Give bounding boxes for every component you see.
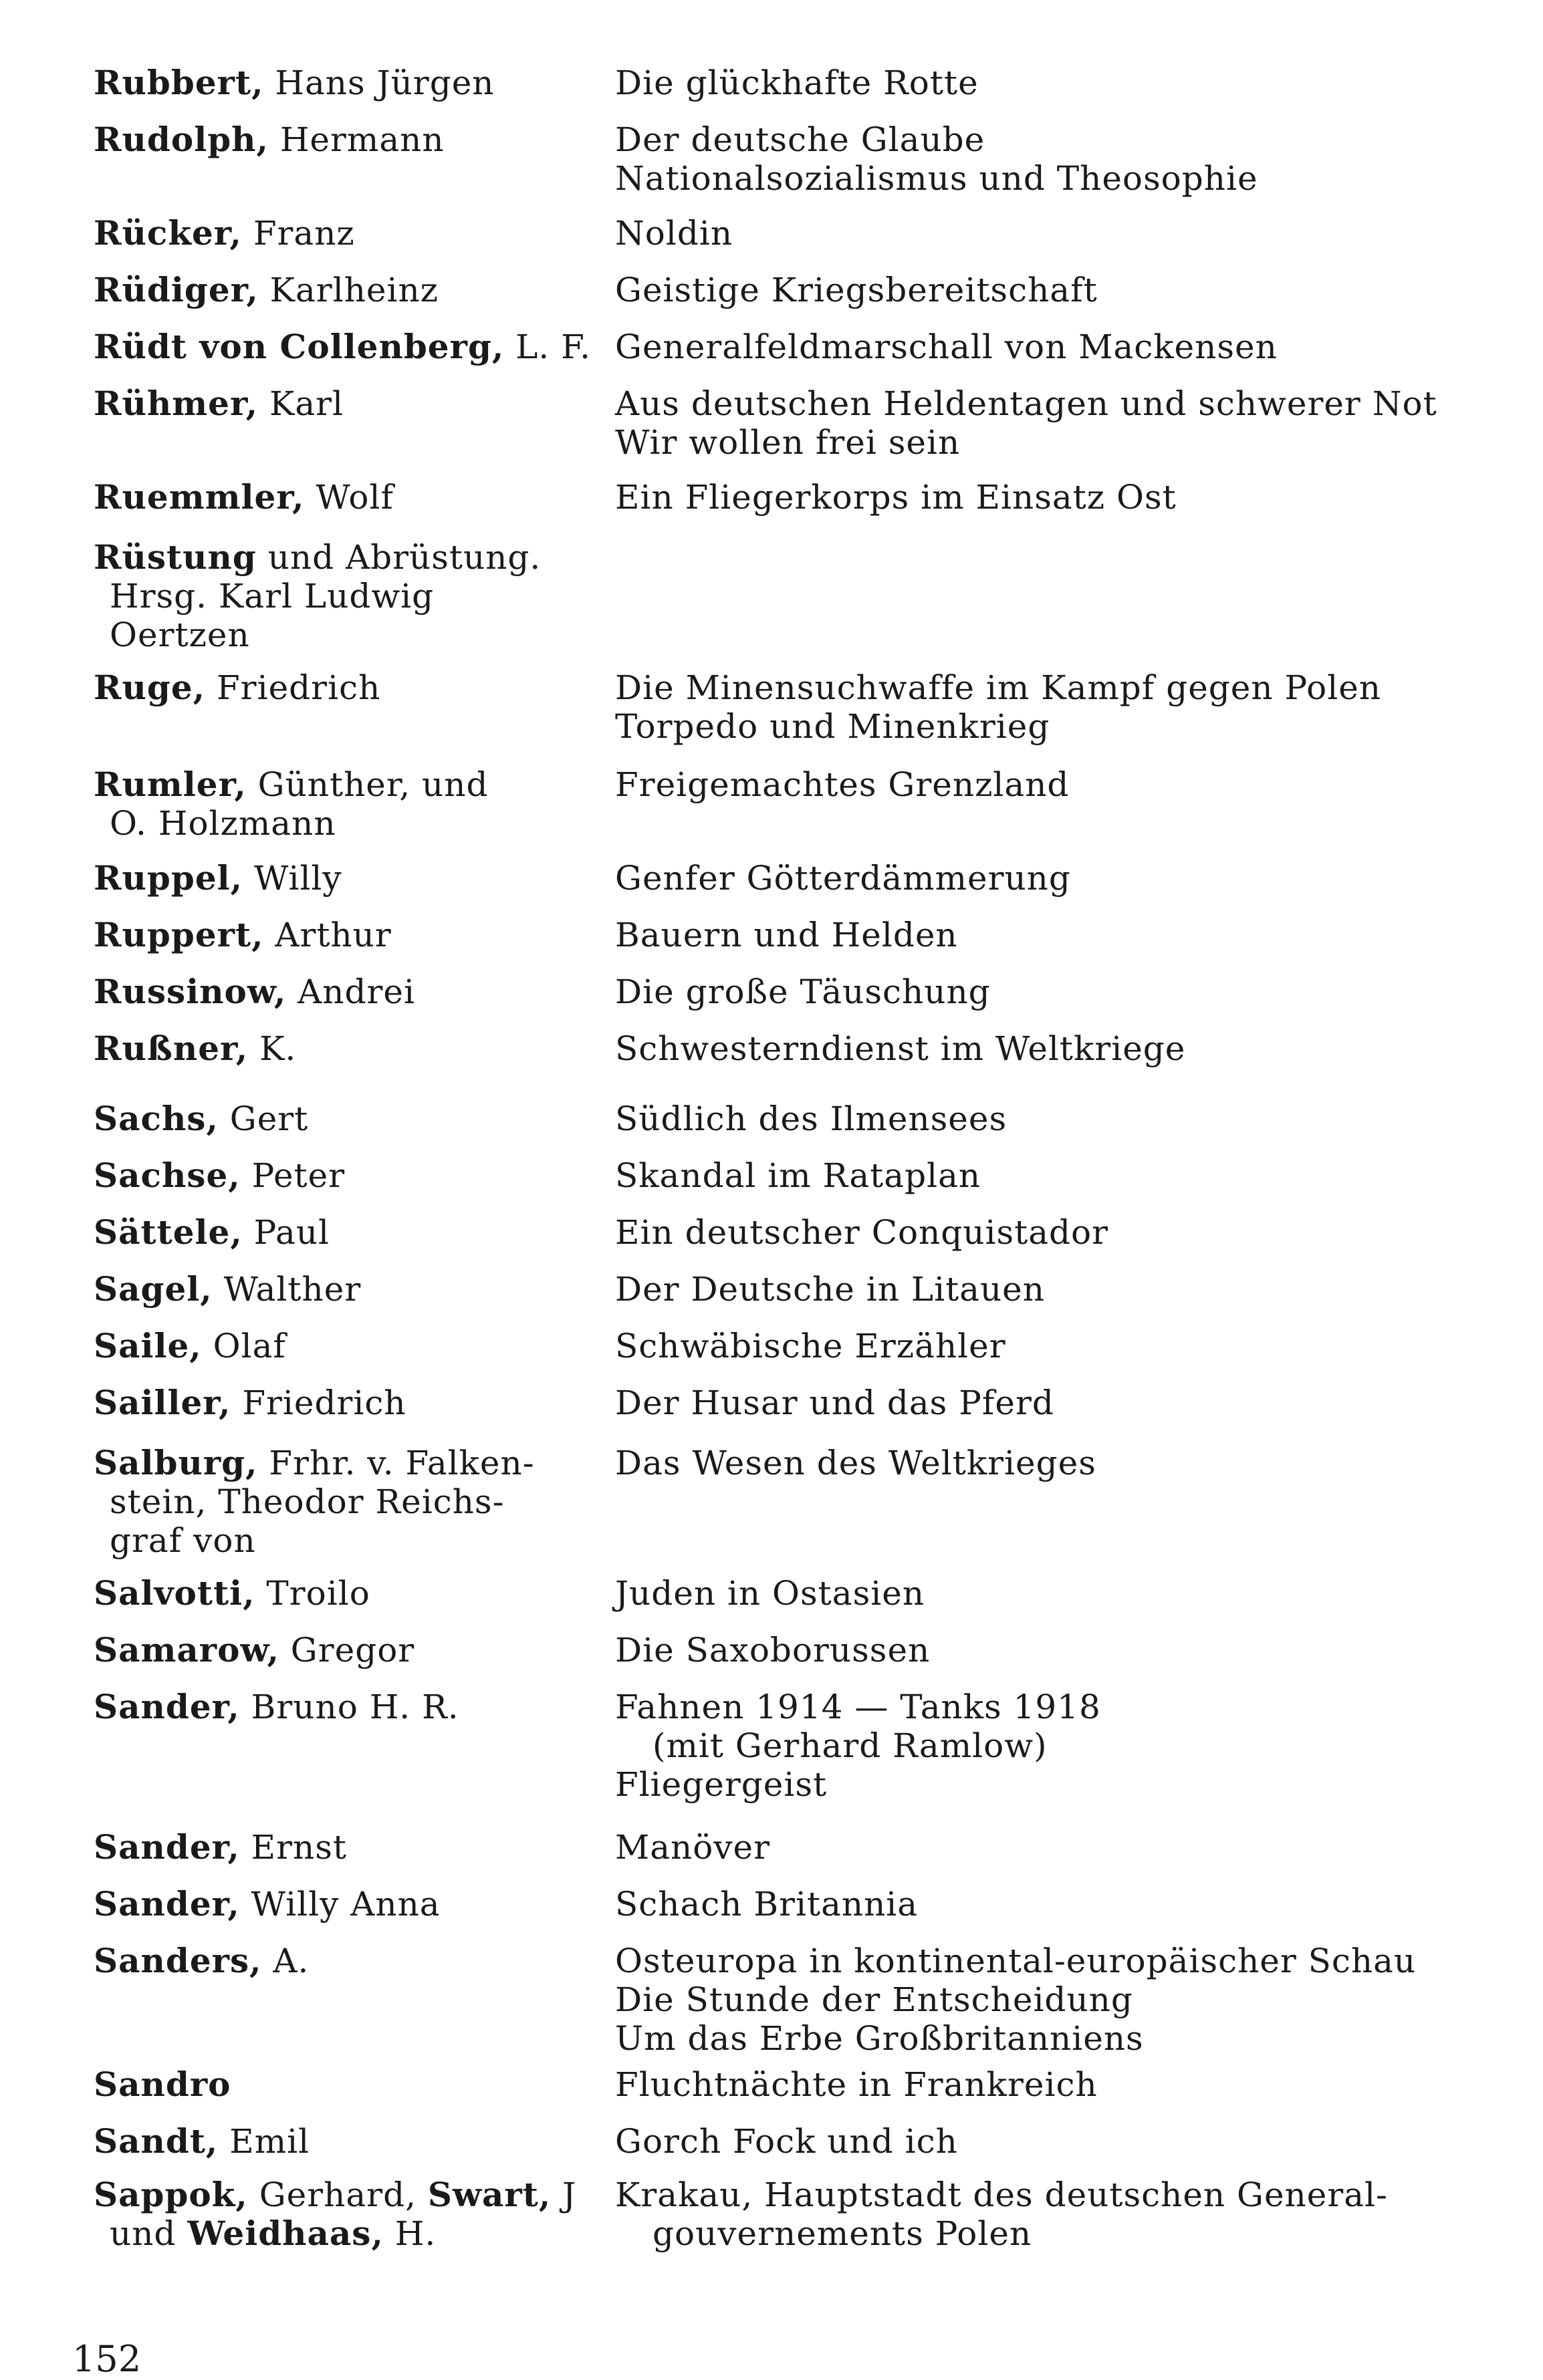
author-line: Sättele, Paul (94, 1212, 330, 1252)
entry-author (94, 916, 575, 954)
title-line: Noldin (615, 214, 733, 253)
author-line: Oertzen (110, 616, 250, 654)
entry-author (94, 1029, 575, 1068)
title-line: (mit Gerhard Ramlow) (652, 1726, 1048, 1765)
title-line: Um das Erbe Großbritanniens (615, 2019, 1144, 2058)
entry-titles (615, 916, 1531, 954)
entry-titles (615, 214, 1531, 253)
author-line: Rüdiger, Karlheinz (94, 270, 439, 309)
title-line: Generalfeldmarschall von Mackensen (615, 327, 1278, 366)
entry-titles (615, 384, 1531, 462)
title-line: Krakau, Hauptstadt des deutschen General- (615, 2175, 1388, 2214)
entry-author (94, 1631, 575, 1670)
title-line: Schach Britannia (615, 1885, 919, 1924)
title-line: Bauern und Helden (615, 916, 958, 954)
author-line: Sappok, Gerhard, Swart, J (94, 2175, 577, 2214)
author-line: O. Holzmann (110, 804, 336, 843)
title-line: Der Deutsche in Litauen (615, 1270, 1045, 1309)
author-line: Sandt, Emil (94, 2121, 310, 2161)
title-line: Südlich des Ilmensees (615, 1099, 1007, 1138)
entry-author (94, 478, 575, 517)
entry-titles (615, 1327, 1531, 1365)
entry-author (94, 1327, 575, 1365)
entry-author (94, 327, 591, 366)
entry-author (94, 1885, 575, 1924)
entry-author (94, 2122, 575, 2161)
entry-titles (615, 1942, 1531, 2058)
entry-titles (615, 1885, 1531, 1924)
author-line: Russinow, Andrei (94, 972, 415, 1011)
title-line: Geistige Kriegsbereitschaft (615, 271, 1098, 309)
entry-titles (615, 1631, 1531, 1670)
author-line: Rubbert, Hans Jürgen (94, 63, 495, 102)
author-line: Sandro (94, 2065, 231, 2104)
author-line: Sanders, A. (94, 1941, 310, 1980)
entry-author (94, 765, 575, 843)
entry-titles (615, 2175, 1531, 2253)
author-line: Sander, Bruno H. R. (94, 1687, 459, 1726)
title-line: Fliegergeist (615, 1765, 828, 1804)
entry-titles (615, 1029, 1531, 1068)
title-line: Die Saxoborussen (615, 1631, 931, 1670)
entry-author (94, 1213, 575, 1252)
author-line: Salvotti, Troilo (94, 1573, 370, 1613)
entry-author (94, 1444, 575, 1560)
author-line: Ruemmler, Wolf (94, 477, 394, 517)
entry-titles (615, 859, 1531, 898)
entry-titles (615, 765, 1531, 804)
entry-author (94, 668, 575, 707)
entry-author (94, 1270, 575, 1309)
entry-author (94, 1688, 575, 1726)
entry-author (94, 2065, 575, 2104)
title-line: Skandal im Rataplan (615, 1156, 981, 1195)
author-line: Saile, Olaf (94, 1326, 286, 1365)
entry-titles (615, 1383, 1531, 1422)
title-line: Schwäbische Erzähler (615, 1327, 1006, 1365)
title-line: Genfer Götterdämmerung (615, 859, 1071, 898)
entry-titles (615, 2065, 1531, 2104)
entry-author (94, 1099, 575, 1138)
entry-titles (615, 1270, 1531, 1309)
author-line: Sailler, Friedrich (94, 1383, 406, 1422)
entry-author (94, 384, 575, 423)
author-line: Sachs, Gert (94, 1099, 309, 1138)
author-line: Sander, Willy Anna (94, 1884, 441, 1924)
entry-titles (615, 1574, 1531, 1613)
author-line: Sagel, Walther (94, 1269, 362, 1309)
author-line: Sander, Ernst (94, 1827, 347, 1867)
author-line: Rühmer, Karl (94, 384, 344, 423)
title-line: Osteuropa in kontinental-europäischer Schau (615, 1942, 1417, 1980)
author-line: Salburg, Frhr. v. Falken- (94, 1443, 535, 1482)
entry-author (94, 63, 575, 102)
title-line: Der deutsche Glaube (615, 120, 985, 159)
entry-titles (615, 1099, 1531, 1138)
entry-author (94, 1574, 575, 1613)
entry-titles (615, 1444, 1531, 1482)
entry-titles (615, 668, 1531, 746)
author-line: Rüstung und Abrüstung. (94, 537, 542, 577)
author-line: Rudolph, Hermann (94, 120, 445, 159)
entry-author (94, 1156, 575, 1195)
entry-titles (615, 1156, 1531, 1195)
author-line: Rußner, K. (94, 1029, 297, 1068)
title-line: Fluchtnächte in Frankreich (615, 2065, 1098, 2104)
entry-author (94, 1828, 575, 1867)
title-line: gouvernements Polen (652, 2214, 1032, 2253)
author-line: Ruppert, Arthur (94, 915, 392, 954)
title-line: Die Minensuchwaffe im Kampf gegen Polen (615, 668, 1381, 707)
author-line: und Weidhaas, H. (110, 2214, 437, 2253)
title-line: Gorch Fock und ich (615, 2122, 958, 2161)
entry-titles (615, 63, 1531, 102)
title-line: Die Stunde der Entscheidung (615, 1980, 1133, 2019)
entry-author (94, 120, 575, 159)
entry-author (94, 972, 575, 1011)
page-number: 152 (72, 2338, 142, 2380)
title-line: Aus deutschen Heldentagen und schwerer Not (615, 384, 1437, 423)
author-line: Rücker, Franz (94, 213, 355, 253)
title-line: Manöver (615, 1828, 771, 1867)
entry-titles (615, 327, 1531, 366)
title-line: Freigemachtes Grenzland (615, 765, 1070, 804)
entry-titles (615, 1688, 1531, 1804)
author-line: stein, Theodor Reichs- (110, 1482, 505, 1521)
author-line: Hrsg. Karl Ludwig (110, 577, 435, 616)
title-line: Das Wesen des Weltkrieges (615, 1444, 1096, 1482)
entry-author (94, 859, 575, 898)
entry-titles (615, 271, 1531, 309)
title-line: Torpedo und Minenkrieg (615, 707, 1050, 746)
entry-titles (615, 1828, 1531, 1867)
title-line: Schwesterndienst im Weltkriege (615, 1029, 1186, 1068)
author-line: Samarow, Gregor (94, 1630, 415, 1670)
title-line: Ein Fliegerkorps im Einsatz Ost (615, 478, 1177, 517)
author-line: graf von (110, 1521, 256, 1560)
title-line: Fahnen 1914 — Tanks 1918 (615, 1688, 1101, 1726)
entry-author (94, 271, 575, 309)
author-line: Rumler, Günther, und (94, 765, 489, 804)
title-line: Der Husar und das Pferd (615, 1383, 1054, 1422)
title-line: Ein deutscher Conquistador (615, 1213, 1109, 1252)
title-line: Wir wollen frei sein (615, 423, 961, 462)
entry-author (94, 538, 575, 654)
entry-author (94, 1383, 575, 1422)
title-line: Juden in Ostasien (615, 1574, 925, 1613)
title-line: Die große Täuschung (615, 972, 991, 1011)
title-line: Die glückhafte Rotte (615, 63, 979, 102)
entry-titles (615, 478, 1531, 517)
author-line: Rüdt von Collenberg, L. F. (94, 327, 591, 366)
entry-titles (615, 2122, 1531, 2161)
author-line: Ruppel, Willy (94, 858, 342, 898)
entry-author (94, 214, 575, 253)
author-line: Sachse, Peter (94, 1156, 346, 1195)
entry-author (94, 1942, 575, 1980)
author-line: Ruge, Friedrich (94, 668, 381, 707)
entry-titles (615, 972, 1531, 1011)
entry-titles (615, 1213, 1531, 1252)
title-line: Nationalsozialismus und Theosophie (615, 159, 1258, 198)
entry-titles (615, 120, 1531, 198)
entry-author (94, 2175, 575, 2253)
